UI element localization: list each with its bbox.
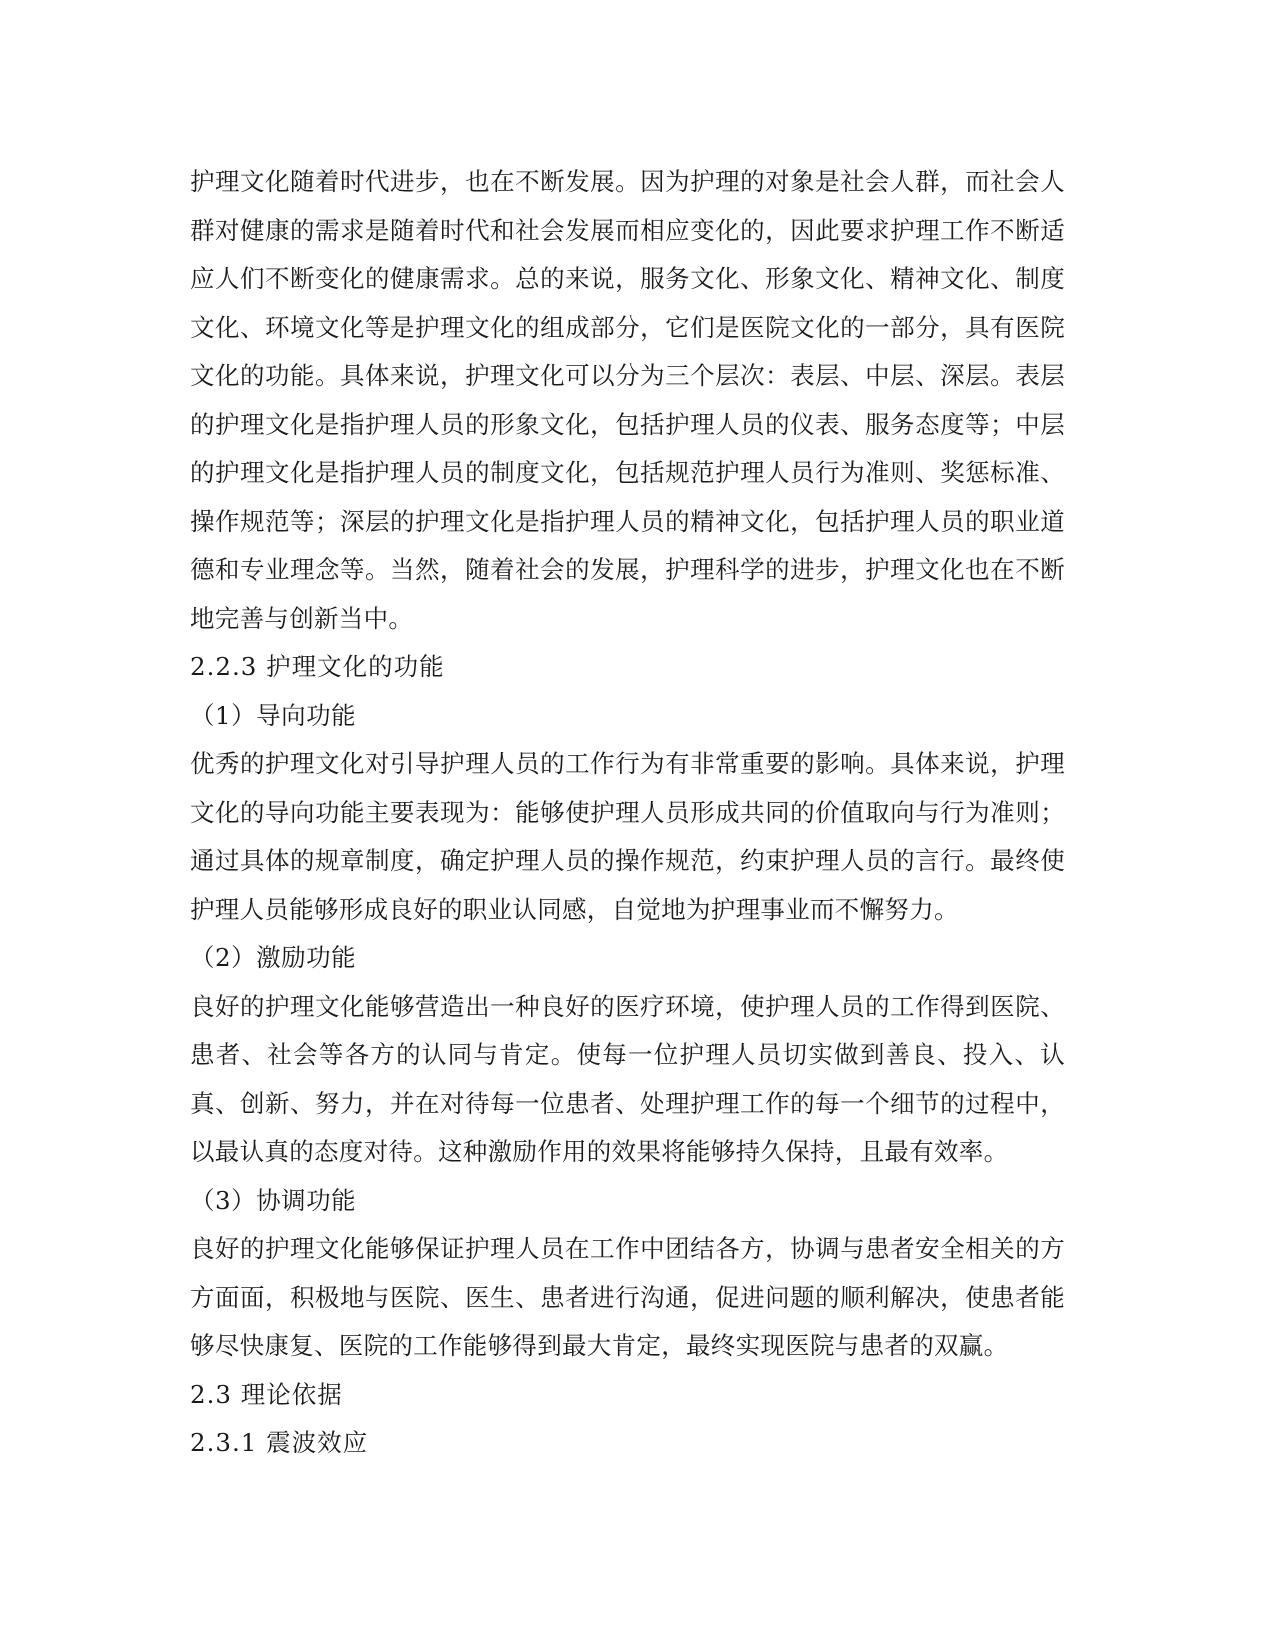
document-body bbox=[190, 158, 1065, 1468]
subsection-title-motivation: （2）激励功能 bbox=[190, 943, 357, 972]
section-heading-2-2-3: 2.2.3 护理文化的功能 bbox=[190, 652, 445, 681]
section-heading-2-3: 2.3 理论依据 bbox=[190, 1379, 343, 1409]
subsection-title-guidance: （1）导向功能 bbox=[190, 700, 357, 730]
intro-paragraph: 护理文化随着时代进步，也在不断发展。因为护理的对象是社会人群，而社会人群对健康的需求是随着时代和社会发展而相应变化的，因此要求护理工作不断适应人们不断变化的健康需求。总的来说，服务文化、形象文化、精神文化、制度文化、环境文化等是护理文化的组成部分，它们是医院文化的一部分，具有医院文化的功能。具体来说，护理文化可以分为三个层次：表层、中层、深层。表层的护理文化是指护理人员的形象文化，包括护理人员的仪表、服务态度等；中层的护理文化是指护理人员的制度文化，包括规范护理人员行为准则、奖惩标准、操作规范等；深层的护理文化是指护理人员的精神文化，包括护理人员的职业道德和专业理念等。当然，随着社会的发展，护理科学的进步，护理文化也在不断地完善与创新当中。 bbox=[190, 167, 1065, 633]
coordination-paragraph: 良好的护理文化能够保证护理人员在工作中团结各方，协调与患者安全相关的方方面面，积极地与医院、医生、患者进行沟通，促进问题的顺利解决，使患者能够尽快康复、医院的工作能够得到最大肯定，最终实现医院与患者的双赢。 bbox=[190, 1234, 1065, 1360]
section-heading-2-3-1: 2.3.1 震波效应 bbox=[190, 1428, 369, 1457]
subsection-title-coordination: （3）协调功能 bbox=[190, 1185, 357, 1215]
guidance-paragraph: 优秀的护理文化对引导护理人员的工作行为有非常重要的影响。具体来说，护理文化的导向功能主要表现为：能够使护理人员形成共同的价值取向与行为准则；通过具体的规章制度，确定护理人员的操作规范，约束护理人员的言行。最终使护理人员能够形成良好的职业认同感，自觉地为护理事业而不懈努力。 bbox=[190, 749, 1065, 924]
motivation-paragraph: 良好的护理文化能够营造出一种良好的医疗环境，使护理人员的工作得到医院、患者、社会等各方的认同与肯定。使每一位护理人员切实做到善良、投入、认真、创新、努力，并在对待每一位患者、处理护理工作的每一个细节的过程中，以最认真的态度对待。这种激励作用的效果将能够持久保持，且最有效率。 bbox=[190, 991, 1065, 1166]
